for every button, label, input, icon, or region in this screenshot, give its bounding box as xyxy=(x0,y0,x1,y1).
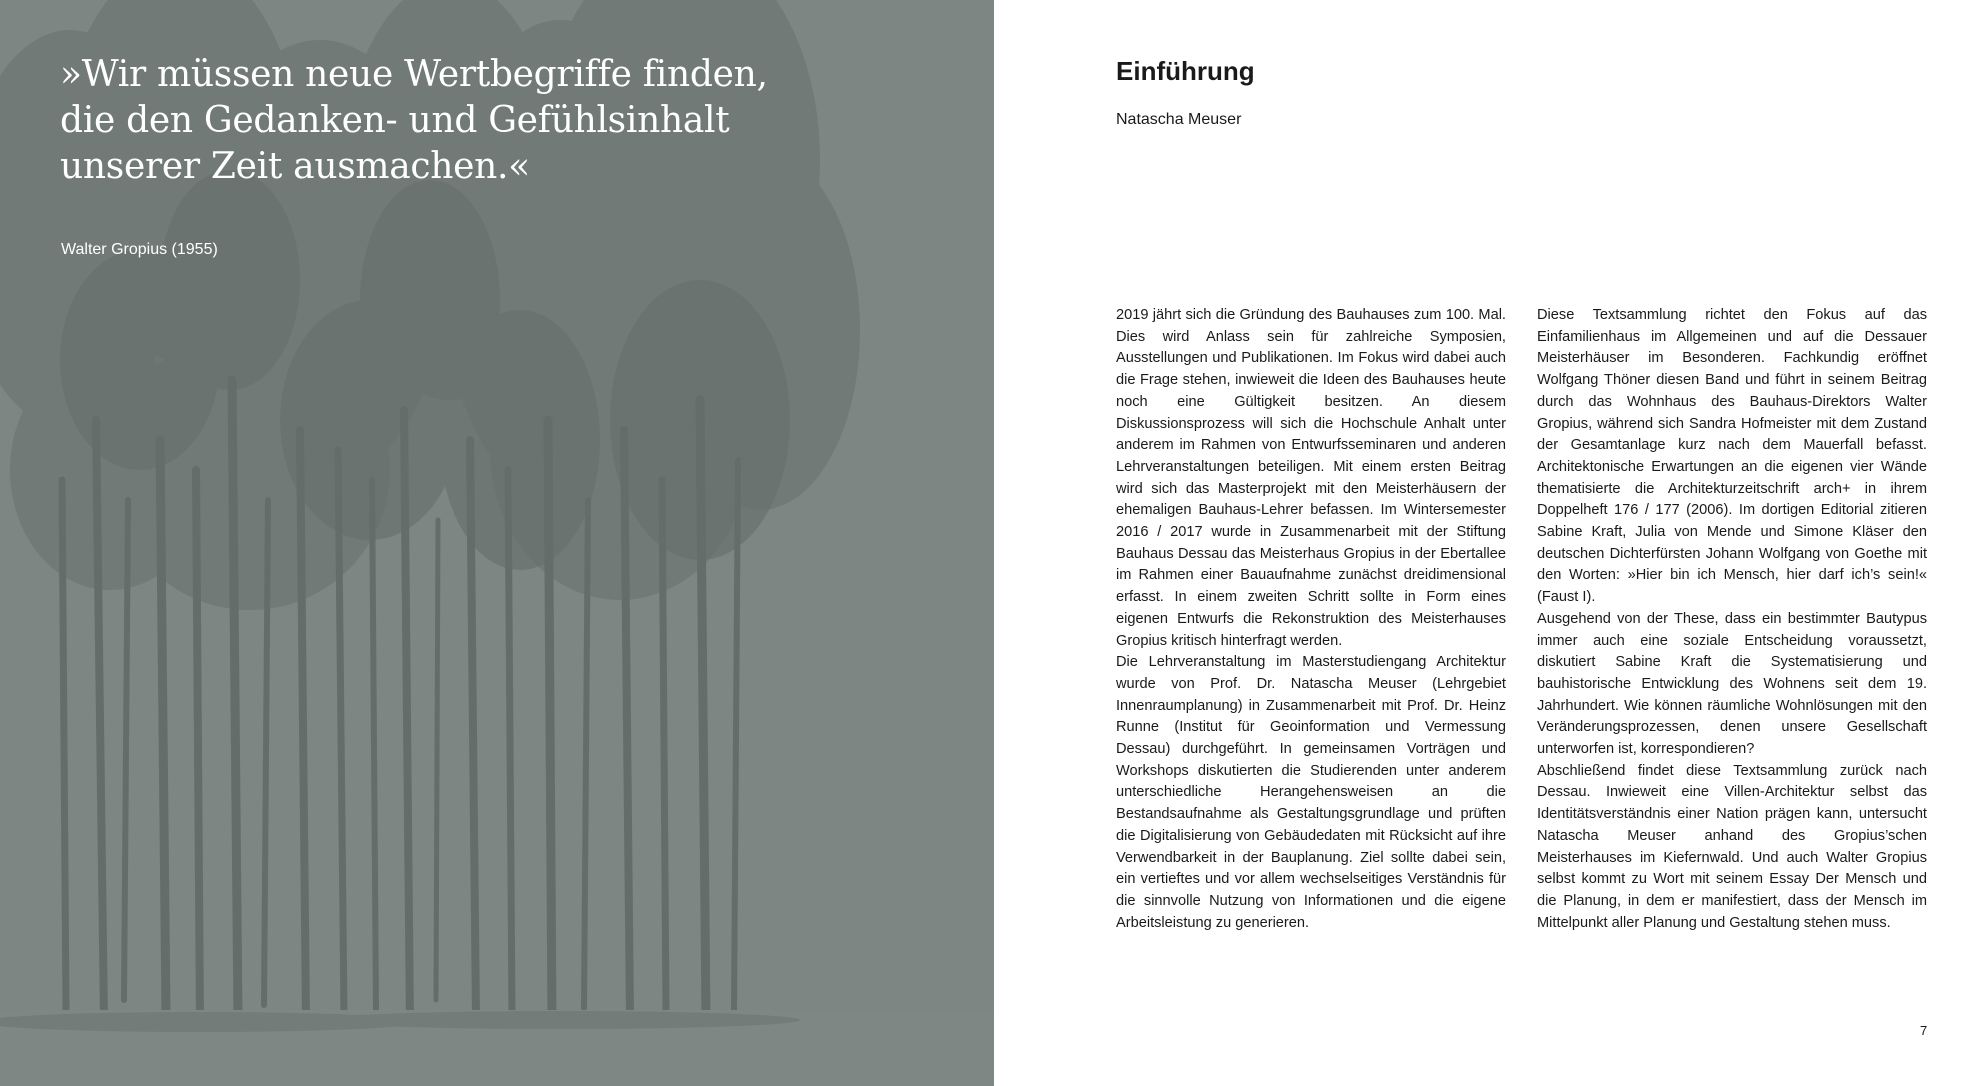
paragraph: Die Lehrveranstaltung im Masterstudiengang Architektur wurde von Prof. Dr. Natascha Meuser (Lehrgebiet Innenraumplanung) in Zusammenarbeit mit Prof. Dr. Heinz Runne (Institut für Geoinformation und Vermessung Dessau) durchgeführt. In gemeinsamen Vorträgen und Workshops diskutierten die Studierenden unter anderem unterschiedliche Herangehensweisen an die Bestandsaufnahme als Gestaltungsgrundlage und prüften die Digitalisierung von Gebäudedaten mit Rücksicht auf ihre Verwendbarkeit in der Bauplanung. Ziel sollte dabei sein, ein vertieftes und vor allem wechselseitiges Verständnis für die sinnvolle Nutzung von Informationen und die eigene Arbeitsleistung zu generieren. xyxy=(1116,654,1506,931)
author-name: Natascha Meuser xyxy=(1116,111,1242,128)
quote: »Wir müssen neue Wertbegriffe finden, die den Gedanken- und Gefühlsinhalt unserer Zeit ausmachen.« xyxy=(60,54,768,187)
paragraph: Diese Textsammlung richtet den Fokus auf das Einfamilienhaus im Allgemeinen und auf die Dessauer Meisterhäuser im Besonderen. Fachkundig eröffnet Wolfgang Thöner diesen Band und führt in seinem Beitrag durch das Wohnhaus des Bauhaus-Direktors Walter Gropius, während sich Sandra Hofmeister mit dem Zustand der Gesamtanlage kurz nach dem Mauerfall befasst. Architektonische Erwartungen an die eigenen vier Wände thematisierte die Architekturzeitschrift arch+ in ihrem Doppelheft 176 / 177 (2006). Im dortigen Editorial zitieren Sabine Kraft, Julia von Mende und Simone Kläser den deutschen Dichterfürsten Johann Wolfgang von Goethe mit den Worten: »Hier bin ich Mensch, hier darf ich’s sein!« (Faust I). xyxy=(1537,307,1927,606)
paragraph: Abschließend findet diese Textsammlung zurück nach Dessau. Inwieweit eine Villen-Architektur selbst das Identitätsverständnis einer Nation prägen kann, untersucht Natascha Meuser anhand des Gropius’schen Meisterhauses im Kiefernwald. Und auch Walter Gropius selbst kommt zu Wort mit seinem Essay Der Mensch und die Planung, in dem er manifestiert, dass der Mensch im Mittelpunkt aller Planung und Gestaltung stehen muss. xyxy=(1537,762,1927,931)
paragraph: 2019 jährt sich die Gründung des Bauhauses zum 100. Mal. Dies wird Anlass sein für zahlreiche Symposien, Ausstellungen und Publikationen. Im Fokus wird dabei auch die Frage stehen, inwieweit die Ideen des Bauhauses heute noch eine Gültigkeit besitzen. An diesem Diskussionsprozess will sich die Hochschule Anhalt unter anderem im Rahmen von Entwurfsseminaren und anderen Lehrveranstaltungen beteiligen. Mit einem ersten Beitrag wird sich das Masterprojekt mit den Meisterhäusern der ehemaligen Bauhaus-Lehrer befassen. Im Wintersemester 2016 / 2017 wurde in Zusammenarbeit mit der Stiftung Bauhaus Dessau das Meisterhaus Gropius in der Ebertallee im Rahmen einer Bauaufnahme zunächst dreidimensional erfasst. In einem zweiten Schritt sollte in Form eines eigenen Entwurfs die Rekonstruktion des Meisterhauses Gropius kritisch hinterfragt werden. xyxy=(1116,307,1506,649)
page-number: 7 xyxy=(1920,1023,1928,1038)
paragraph: Ausgehend von der These, dass ein bestimmter Bautypus immer auch eine soziale Entscheidung voraussetzt, diskutiert Sabine Kraft die Systematisierung und bauhistorische Entwicklung des Wohnens seit dem 19. Jahrhundert. Wie können räumliche Wohnlösungen mit den Veränderungsprozessen, denen unsere Gesellschaft unterworfen ist, korrespondieren? xyxy=(1537,610,1927,758)
chapter-title: Einführung xyxy=(1116,56,1255,86)
text-column-2 xyxy=(1537,305,1927,934)
right-page xyxy=(994,0,1984,1086)
quote-source: Walter Gropius (1955) xyxy=(61,241,218,258)
text-column-1 xyxy=(1116,305,1506,934)
